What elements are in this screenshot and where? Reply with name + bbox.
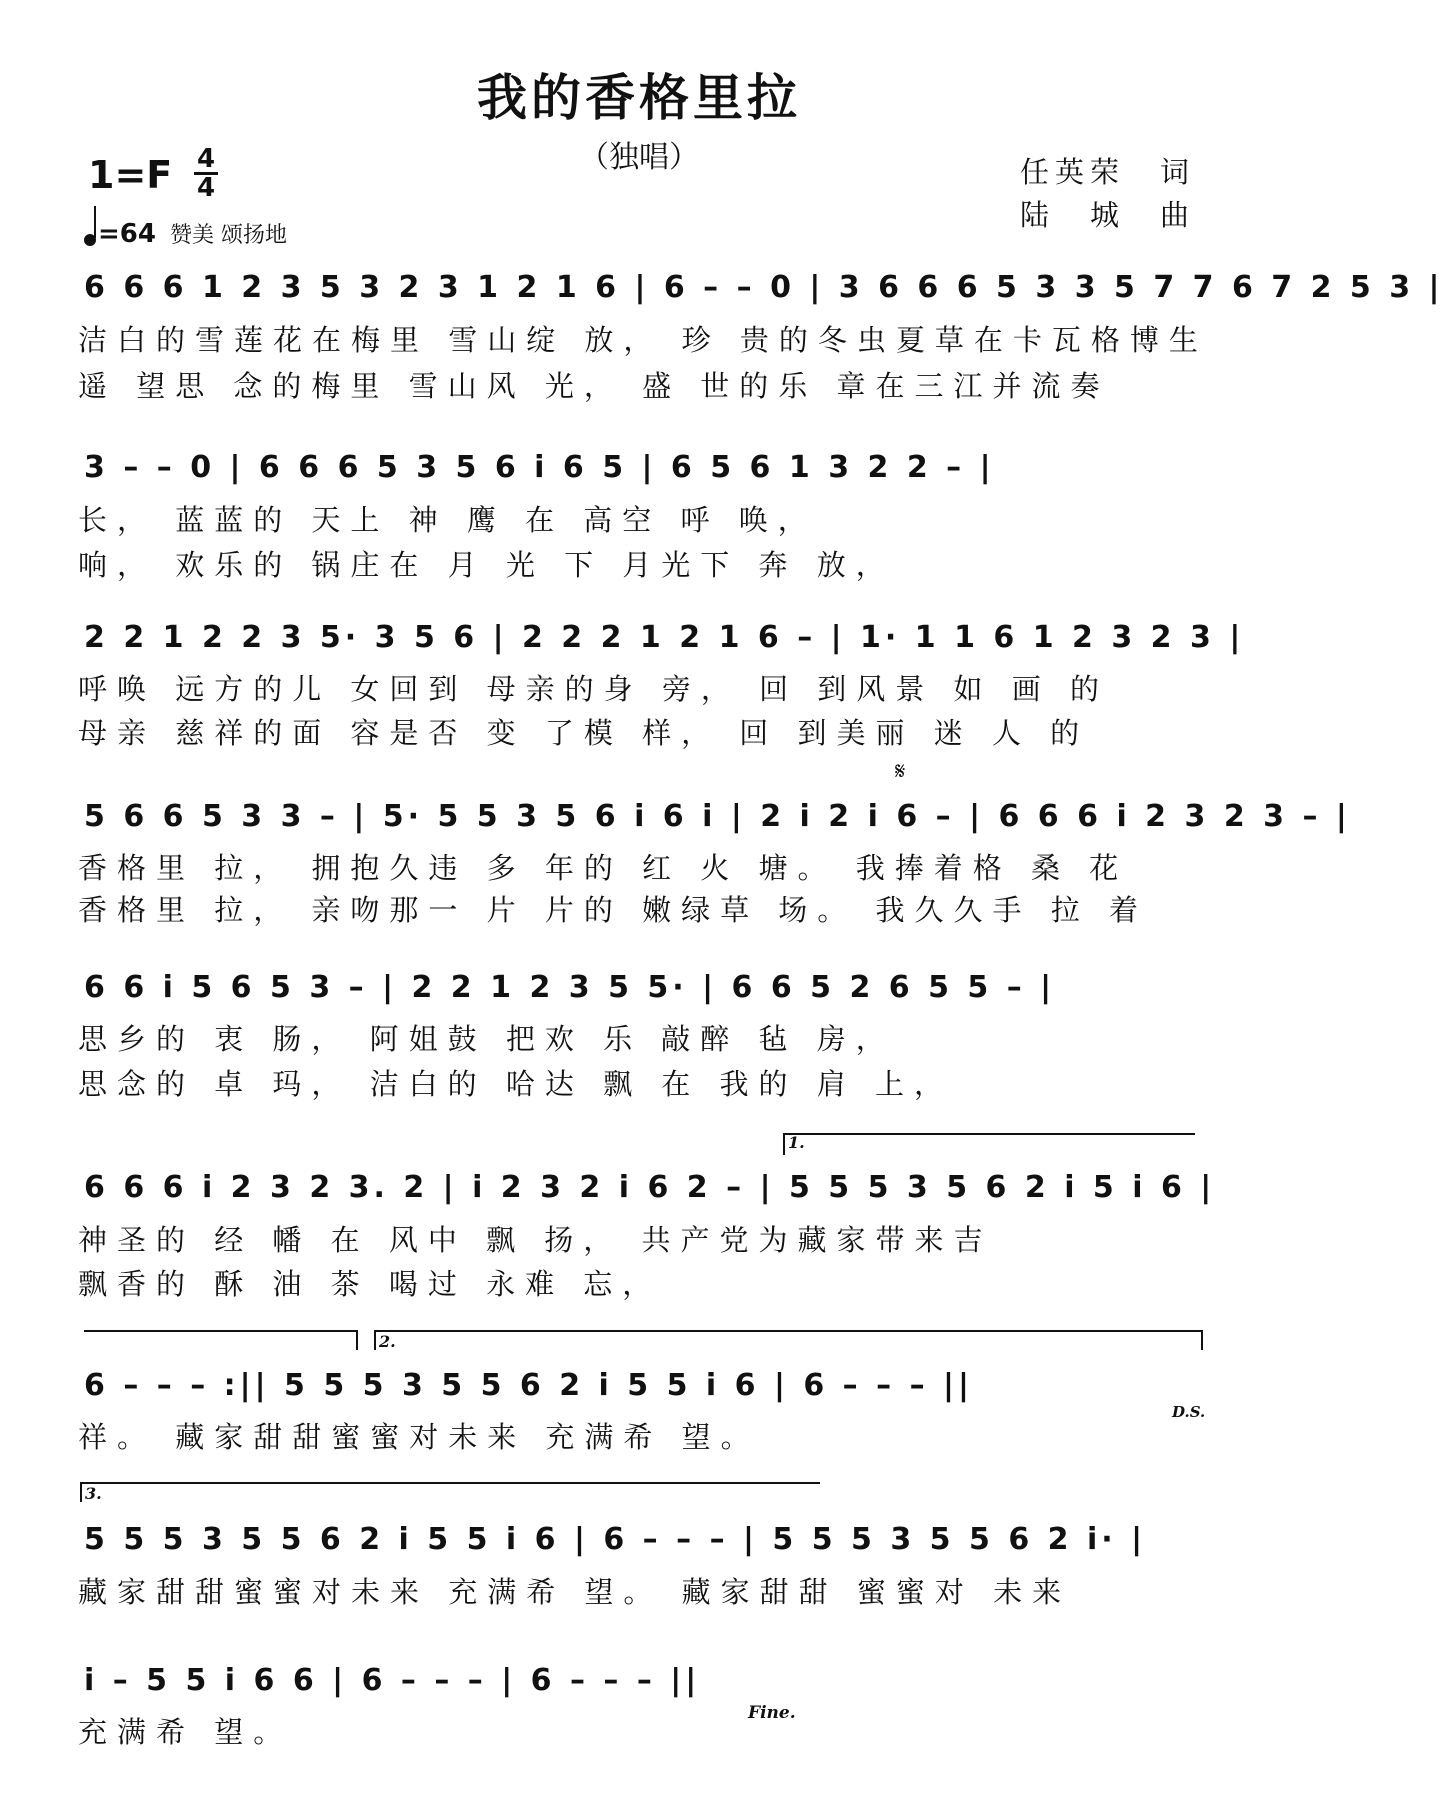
lyric-line-6b: 飘香的 酥 油 茶 喝过 永难 忘， — [78, 1267, 662, 1301]
volta-1-end-hook — [356, 1330, 358, 1350]
notation-line-6: 6 6 6 i 2 3 2 3. 2 | i 2 3 2 i 6 2 – | 5 5 5 3 5 6 2 i 5 i 6 | — [84, 1170, 1216, 1205]
lyric-line-5b: 思念的 卓 玛， 洁白的 哈达 飘 在 我的 肩 上， — [78, 1067, 953, 1101]
lyric-line-1b: 遥 望思 念的梅里 雪山风 光， 盛 世的乐 章在三江并流奏 — [78, 369, 1110, 403]
lyric-line-2a: 长， 蓝蓝的 天上 神 鹰 在 高空 呼 唤， — [78, 503, 817, 537]
lyric-line-7a: 祥。 藏家甜甜蜜蜜对未来 充满希 望。 — [78, 1420, 760, 1454]
volta-3-bracket — [80, 1482, 820, 1484]
quarter-note-icon — [84, 234, 96, 246]
volta-2-end-hook — [1201, 1330, 1203, 1350]
lyricist-credit: 任英荣 词 — [1020, 155, 1196, 189]
lyric-line-9a: 充满希 望。 — [78, 1715, 293, 1749]
key-signature: 1=F — [88, 153, 173, 197]
lyric-line-5a: 思乡的 衷 肠， 阿姐鼓 把欢 乐 敲醉 毡 房， — [78, 1022, 895, 1056]
lyric-line-4a: 香格里 拉， 拥抱久违 多 年的 红 火 塘。 我捧着格 桑 花 — [78, 851, 1129, 885]
lyric-line-4b: 香格里 拉， 亲吻那一 片 片的 嫩绿草 场。 我久久手 拉 着 — [78, 893, 1148, 927]
notation-line-1: 6 6 6 1 2 3 5 3 2 3 1 2 1 6 | 6 – – 0 | 3 6 6 6 5 3 3 5 7 7 6 7 2 5 3 | — [84, 270, 1444, 305]
volta-3-label: 3. — [85, 1484, 102, 1503]
lyric-line-8a: 藏家甜甜蜜蜜对未来 充满希 望。 藏家甜甜 蜜蜜对 未来 — [78, 1575, 1072, 1609]
tempo-value: =64 — [98, 219, 156, 249]
fine-mark: Fine. — [748, 1703, 796, 1723]
volta-2-bracket-hook — [374, 1330, 376, 1350]
notation-line-5: 6 6 i 5 6 5 3 – | 2 2 1 2 3 5 5· | 6 6 5 2 6 5 5 – | — [84, 970, 1056, 1005]
lyric-line-3b: 母亲 慈祥的面 容是否 变 了模 样， 回 到美丽 迷 人 的 — [78, 716, 1090, 750]
lyric-line-6a: 神圣的 经 幡 在 风中 飘 扬， 共产党为藏家带来吉 — [78, 1223, 993, 1257]
volta-1-bracket-hook — [783, 1133, 785, 1155]
volta-3-bracket-hook — [80, 1482, 82, 1502]
time-signature-bottom: 4 — [196, 173, 216, 203]
notation-line-8: 5 5 5 3 5 5 6 2 i 5 5 i 6 | 6 – – – | 5 5 5 3 5 5 6 2 i· | — [84, 1522, 1147, 1557]
dal-segno-mark: D.S. — [1172, 1403, 1206, 1421]
notation-line-4: 5 6 6 5 3 3 – | 5· 5 5 3 5 6 i 6 i | 2 i 2 i 6 – | 6 6 6 i 2 3 2 3 – | — [84, 799, 1351, 834]
notation-line-9: i – 5 5 i 6 6 | 6 – – – | 6 – – – || — [84, 1663, 701, 1698]
tempo-marking — [84, 218, 287, 249]
song-title: 我的香格里拉 — [477, 69, 801, 127]
lyric-line-1a: 洁白的雪莲花在梅里 雪山绽 放， 珍 贵的冬虫夏草在卡瓦格博生 — [78, 323, 1208, 357]
lyric-line-2b: 响， 欢乐的 锅庄在 月 光 下 月光下 奔 放， — [78, 548, 895, 582]
expression-text: 赞美 颂扬地 — [169, 223, 287, 248]
time-signature-top: 4 — [196, 144, 216, 174]
volta-1-continuation — [84, 1330, 357, 1332]
segno-sign: 𝄋 — [895, 757, 906, 785]
notation-line-3: 2 2 1 2 2 3 5· 3 5 6 | 2 2 2 1 2 1 6 – | 1· 1 1 6 1 2 3 2 3 | — [84, 620, 1245, 655]
volta-1-bracket — [783, 1133, 1195, 1135]
time-signature — [194, 146, 218, 201]
volta-2-bracket — [374, 1330, 1202, 1332]
lyric-line-3a: 呼唤 远方的儿 女回到 母亲的身 旁， 回 到风景 如 画 的 — [78, 672, 1109, 706]
volta-1-label: 1. — [788, 1133, 805, 1152]
song-subtitle: （独唱） — [579, 140, 699, 175]
volta-2-label: 2. — [379, 1332, 396, 1351]
notation-line-7: 6 – – – :|| 5 5 5 3 5 5 6 2 i 5 5 i 6 | 6 – – – || — [84, 1368, 973, 1403]
notation-line-2: 3 – – 0 | 6 6 6 5 3 5 6 i 6 5 | 6 5 6 1 3 2 2 – | — [84, 450, 995, 485]
composer-credit: 陆 城 曲 — [1020, 198, 1196, 232]
